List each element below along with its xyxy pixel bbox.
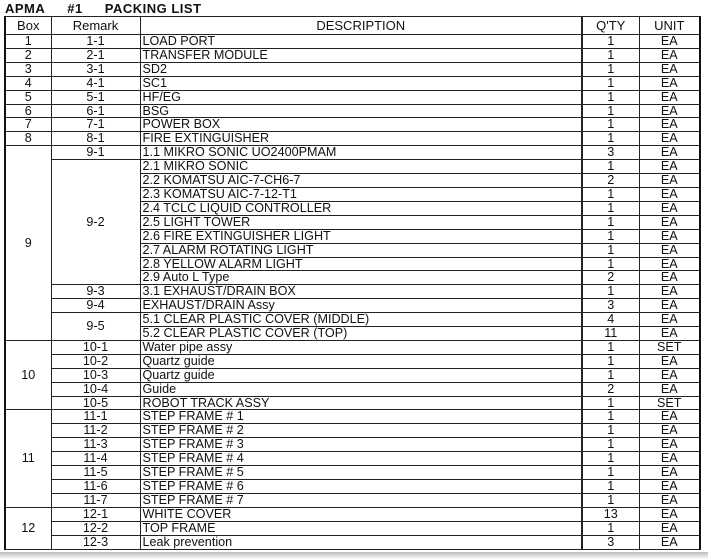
cell-remark: 3-1 bbox=[51, 62, 140, 76]
cell-unit: EA bbox=[639, 535, 700, 549]
cell-unit: EA bbox=[639, 438, 700, 452]
cell-box: 5 bbox=[5, 90, 51, 104]
header-unit: UNIT bbox=[639, 17, 700, 35]
cell-box: 7 bbox=[5, 118, 51, 132]
cell-box: 10 bbox=[5, 340, 51, 410]
cell-remark: 10-4 bbox=[51, 382, 140, 396]
table-header-row bbox=[5, 17, 700, 35]
cell-description: Quartz guide bbox=[140, 354, 582, 368]
table-row bbox=[5, 424, 700, 438]
header-box: Box bbox=[5, 17, 51, 35]
cell-unit: EA bbox=[639, 271, 700, 285]
cell-description: SD2 bbox=[140, 62, 582, 76]
cell-description: 1.1 MIKRO SONIC UO2400PMAM bbox=[140, 146, 582, 160]
cell-description: Leak prevention bbox=[140, 535, 582, 549]
cell-unit: EA bbox=[639, 507, 700, 521]
cell-qty: 1 bbox=[582, 466, 639, 480]
cell-description: STEP FRAME # 4 bbox=[140, 452, 582, 466]
cell-box: 11 bbox=[5, 410, 51, 507]
cell-unit: EA bbox=[639, 354, 700, 368]
cell-remark: 4-1 bbox=[51, 76, 140, 90]
document-title bbox=[5, 1, 224, 16]
cell-unit: EA bbox=[639, 299, 700, 313]
cell-unit: EA bbox=[639, 229, 700, 243]
title-heading: PACKING LIST bbox=[104, 1, 202, 16]
cell-qty: 3 bbox=[582, 299, 639, 313]
cell-remark: 9-5 bbox=[51, 313, 140, 341]
cell-remark: 12-2 bbox=[51, 521, 140, 535]
table-row bbox=[5, 48, 700, 62]
cell-unit: EA bbox=[639, 327, 700, 341]
cell-description: EXHAUST/DRAIN Assy bbox=[140, 299, 582, 313]
cell-unit: EA bbox=[639, 382, 700, 396]
cell-description: POWER BOX bbox=[140, 118, 582, 132]
cell-unit: EA bbox=[639, 257, 700, 271]
cell-qty: 1 bbox=[582, 187, 639, 201]
cell-qty: 1 bbox=[582, 438, 639, 452]
cell-unit: EA bbox=[639, 76, 700, 90]
cell-unit: EA bbox=[639, 48, 700, 62]
cell-qty: 1 bbox=[582, 354, 639, 368]
cell-unit: EA bbox=[639, 313, 700, 327]
header-remark: Remark bbox=[51, 17, 140, 35]
cell-qty: 3 bbox=[582, 535, 639, 549]
cell-description: STEP FRAME # 6 bbox=[140, 480, 582, 494]
table-body bbox=[5, 35, 700, 550]
cell-description: 2.2 KOMATSU AIC-7-CH6-7 bbox=[140, 174, 582, 188]
cell-qty: 1 bbox=[582, 160, 639, 174]
cell-box: 12 bbox=[5, 507, 51, 549]
cell-description: STEP FRAME # 1 bbox=[140, 410, 582, 424]
table-row bbox=[5, 493, 700, 507]
cell-unit: EA bbox=[639, 160, 700, 174]
table-row bbox=[5, 368, 700, 382]
cell-qty: 1 bbox=[582, 104, 639, 118]
cell-qty: 1 bbox=[582, 452, 639, 466]
cell-description: Guide bbox=[140, 382, 582, 396]
cell-remark: 9-2 bbox=[51, 160, 140, 285]
cell-qty: 3 bbox=[582, 146, 639, 160]
cell-unit: EA bbox=[639, 480, 700, 494]
cell-unit: EA bbox=[639, 118, 700, 132]
cell-description: 2.7 ALARM ROTATING LIGHT bbox=[140, 243, 582, 257]
cell-description: 2.4 TCLC LIQUID CONTROLLER bbox=[140, 201, 582, 215]
cell-unit: EA bbox=[639, 62, 700, 76]
cell-remark: 7-1 bbox=[51, 118, 140, 132]
cell-box: 1 bbox=[5, 35, 51, 49]
table-row bbox=[5, 62, 700, 76]
cell-unit: EA bbox=[639, 146, 700, 160]
cell-qty: 1 bbox=[582, 132, 639, 146]
cell-qty: 1 bbox=[582, 424, 639, 438]
cell-description: 2.9 Auto L Type bbox=[140, 271, 582, 285]
cell-description: STEP FRAME # 2 bbox=[140, 424, 582, 438]
table-row bbox=[5, 299, 700, 313]
cell-description: TOP FRAME bbox=[140, 521, 582, 535]
cell-remark: 9-3 bbox=[51, 285, 140, 299]
cell-qty: 13 bbox=[582, 507, 639, 521]
cell-qty: 1 bbox=[582, 76, 639, 90]
table-row bbox=[5, 104, 700, 118]
cell-description: STEP FRAME # 3 bbox=[140, 438, 582, 452]
table-row bbox=[5, 285, 700, 299]
cell-remark: 12-3 bbox=[51, 535, 140, 549]
cell-qty: 1 bbox=[582, 62, 639, 76]
cell-description: 2.1 MIKRO SONIC bbox=[140, 160, 582, 174]
cell-remark: 8-1 bbox=[51, 132, 140, 146]
cell-remark: 10-1 bbox=[51, 340, 140, 354]
cell-box: 9 bbox=[5, 146, 51, 341]
table-row bbox=[5, 535, 700, 549]
cell-qty: 1 bbox=[582, 257, 639, 271]
cell-qty: 1 bbox=[582, 368, 639, 382]
table-row bbox=[5, 466, 700, 480]
title-number: #1 bbox=[67, 1, 83, 16]
table-row bbox=[5, 480, 700, 494]
cell-description: STEP FRAME # 5 bbox=[140, 466, 582, 480]
table-row bbox=[5, 452, 700, 466]
cell-unit: EA bbox=[639, 243, 700, 257]
header-qty: Q'TY bbox=[582, 17, 639, 35]
cell-qty: 11 bbox=[582, 327, 639, 341]
cell-qty: 1 bbox=[582, 410, 639, 424]
cell-qty: 1 bbox=[582, 201, 639, 215]
header-description: DESCRIPTION bbox=[140, 17, 582, 35]
cell-description: WHITE COVER bbox=[140, 507, 582, 521]
cell-description: Quartz guide bbox=[140, 368, 582, 382]
cell-description: HF/EG bbox=[140, 90, 582, 104]
cell-unit: EA bbox=[639, 285, 700, 299]
cell-remark: 5-1 bbox=[51, 90, 140, 104]
cell-remark: 10-5 bbox=[51, 396, 140, 410]
cell-unit: EA bbox=[639, 201, 700, 215]
cell-unit: SET bbox=[639, 340, 700, 354]
cell-unit: EA bbox=[639, 174, 700, 188]
cell-box: 6 bbox=[5, 104, 51, 118]
cell-description: 2.6 FIRE EXTINGUISHER LIGHT bbox=[140, 229, 582, 243]
cell-unit: EA bbox=[639, 521, 700, 535]
cell-description: 5.2 CLEAR PLASTIC COVER (TOP) bbox=[140, 327, 582, 341]
cell-qty: 2 bbox=[582, 271, 639, 285]
table-row bbox=[5, 382, 700, 396]
cell-qty: 1 bbox=[582, 521, 639, 535]
cell-box: 3 bbox=[5, 62, 51, 76]
table-row bbox=[5, 313, 700, 327]
cell-unit: EA bbox=[639, 132, 700, 146]
cell-unit: EA bbox=[639, 35, 700, 49]
table-row bbox=[5, 90, 700, 104]
cell-unit: EA bbox=[639, 493, 700, 507]
cell-unit: EA bbox=[639, 466, 700, 480]
cell-remark: 11-3 bbox=[51, 438, 140, 452]
title-company: APMA bbox=[5, 1, 46, 16]
cell-qty: 1 bbox=[582, 396, 639, 410]
cell-box: 4 bbox=[5, 76, 51, 90]
cell-remark: 11-6 bbox=[51, 480, 140, 494]
table-row bbox=[5, 132, 700, 146]
table-row bbox=[5, 146, 700, 160]
cell-description: TRANSFER MODULE bbox=[140, 48, 582, 62]
cell-remark: 10-3 bbox=[51, 368, 140, 382]
cell-description: 5.1 CLEAR PLASTIC COVER (MIDDLE) bbox=[140, 313, 582, 327]
cell-description: SC1 bbox=[140, 76, 582, 90]
cell-unit: EA bbox=[639, 452, 700, 466]
cell-qty: 1 bbox=[582, 229, 639, 243]
cell-description: 2.3 KOMATSU AIC-7-12-T1 bbox=[140, 187, 582, 201]
cell-remark: 11-1 bbox=[51, 410, 140, 424]
cell-qty: 1 bbox=[582, 35, 639, 49]
cell-description: STEP FRAME # 7 bbox=[140, 493, 582, 507]
cell-qty: 2 bbox=[582, 382, 639, 396]
cell-unit: EA bbox=[639, 215, 700, 229]
cell-description: FIRE EXTINGUISHER bbox=[140, 132, 582, 146]
cell-box: 2 bbox=[5, 48, 51, 62]
cell-unit: EA bbox=[639, 424, 700, 438]
cell-qty: 1 bbox=[582, 243, 639, 257]
table-row bbox=[5, 410, 700, 424]
table-row bbox=[5, 76, 700, 90]
cell-qty: 4 bbox=[582, 313, 639, 327]
cell-remark: 11-5 bbox=[51, 466, 140, 480]
cell-qty: 1 bbox=[582, 493, 639, 507]
cell-remark: 11-7 bbox=[51, 493, 140, 507]
cell-qty: 1 bbox=[582, 215, 639, 229]
cell-qty: 1 bbox=[582, 48, 639, 62]
cell-description: 2.8 YELLOW ALARM LIGHT bbox=[140, 257, 582, 271]
cell-remark: 11-4 bbox=[51, 452, 140, 466]
cell-description: Water pipe assy bbox=[140, 340, 582, 354]
cell-unit: EA bbox=[639, 368, 700, 382]
cell-remark: 9-1 bbox=[51, 146, 140, 160]
cell-remark: 12-1 bbox=[51, 507, 140, 521]
cell-box: 8 bbox=[5, 132, 51, 146]
table-row bbox=[5, 521, 700, 535]
table-row bbox=[5, 396, 700, 410]
table-row bbox=[5, 354, 700, 368]
table-row bbox=[5, 507, 700, 521]
table-row bbox=[5, 35, 700, 49]
table-row bbox=[5, 118, 700, 132]
cell-remark: 10-2 bbox=[51, 354, 140, 368]
cell-unit: EA bbox=[639, 90, 700, 104]
cell-unit: EA bbox=[639, 410, 700, 424]
cell-qty: 2 bbox=[582, 174, 639, 188]
table-row bbox=[5, 160, 700, 174]
cell-unit: SET bbox=[639, 396, 700, 410]
cell-description: 2.5 LIGHT TOWER bbox=[140, 215, 582, 229]
packing-list-table bbox=[4, 16, 701, 550]
cell-remark: 6-1 bbox=[51, 104, 140, 118]
cell-qty: 1 bbox=[582, 340, 639, 354]
bottom-shadow bbox=[0, 552, 708, 559]
cell-remark: 9-4 bbox=[51, 299, 140, 313]
table-row bbox=[5, 438, 700, 452]
cell-qty: 1 bbox=[582, 118, 639, 132]
cell-remark: 11-2 bbox=[51, 424, 140, 438]
cell-description: BSG bbox=[140, 104, 582, 118]
cell-qty: 1 bbox=[582, 90, 639, 104]
cell-remark: 1-1 bbox=[51, 35, 140, 49]
cell-remark: 2-1 bbox=[51, 48, 140, 62]
cell-unit: EA bbox=[639, 187, 700, 201]
cell-description: ROBOT TRACK ASSY bbox=[140, 396, 582, 410]
cell-qty: 1 bbox=[582, 285, 639, 299]
table-row bbox=[5, 340, 700, 354]
cell-description: LOAD PORT bbox=[140, 35, 582, 49]
cell-qty: 1 bbox=[582, 480, 639, 494]
cell-unit: EA bbox=[639, 104, 700, 118]
cell-description: 3.1 EXHAUST/DRAIN BOX bbox=[140, 285, 582, 299]
